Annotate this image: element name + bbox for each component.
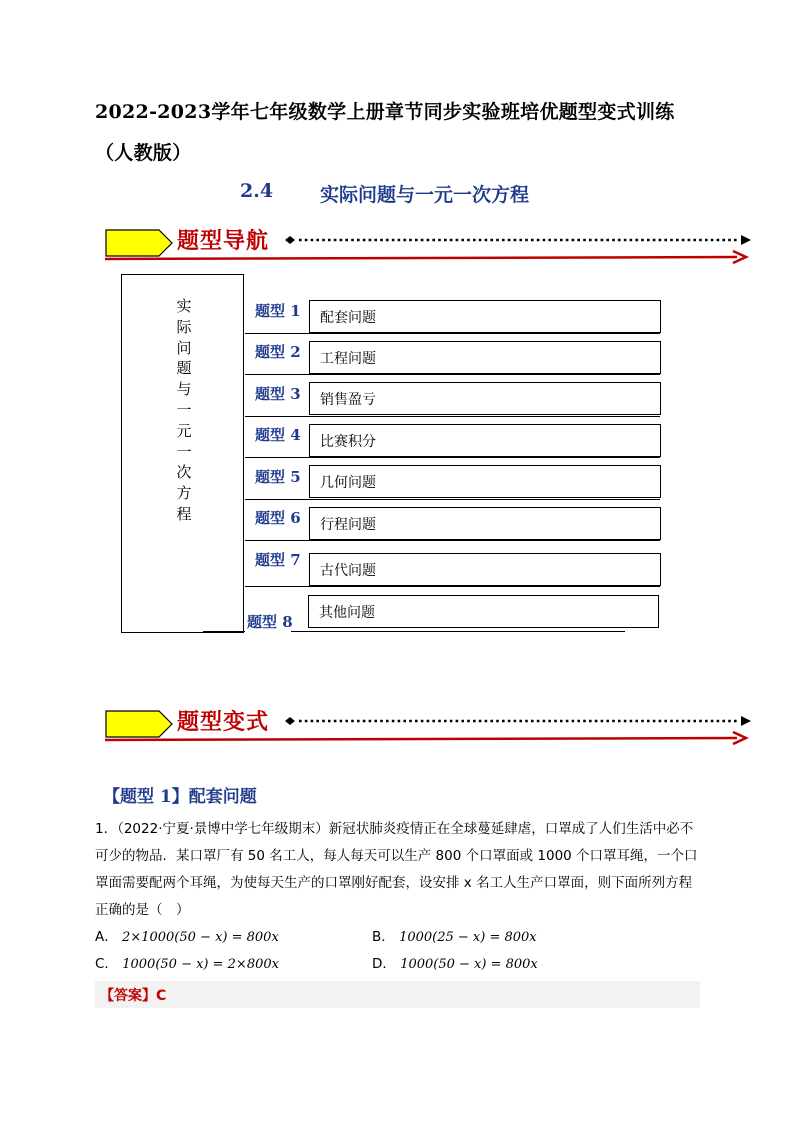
type-label-6: 题型 6: [255, 509, 301, 527]
dotted-arrow-line: [283, 232, 753, 248]
type-box-2: 工程问题: [309, 341, 661, 374]
type-label-7: 题型 7: [255, 551, 301, 569]
type-underline: [245, 586, 660, 587]
option-letter: C．: [95, 956, 118, 972]
nav-box-underline: [203, 631, 245, 632]
banner-type-navigation: [105, 224, 750, 272]
type-box-8: 其他问题: [308, 595, 659, 628]
type-label-4: 题型 4: [255, 426, 301, 444]
type-underline: [245, 374, 660, 375]
type-box-4: 比赛积分: [309, 424, 661, 457]
section-number: 2.4: [240, 180, 274, 202]
type-underline: [291, 631, 625, 632]
type-label-5: 题型 5: [255, 468, 301, 486]
type-label-2: 题型 2: [255, 343, 301, 361]
answer-text: 【答案】C: [100, 988, 167, 1004]
banner-label: 题型导航: [177, 228, 270, 254]
question-type-heading: 【题型 1】配套问题: [103, 787, 257, 807]
option-expression: 1000(50 − x) = 2×800x: [122, 957, 279, 972]
banner-type-variations: [105, 705, 750, 753]
option-a: [95, 925, 279, 945]
type-underline: [245, 333, 660, 334]
type-label-3: 题型 3: [255, 385, 301, 403]
option-b: [372, 925, 537, 945]
answer-bar: [95, 981, 700, 1008]
type-box-5: 几何问题: [309, 465, 661, 498]
option-expression: 2×1000(50 − x) = 800x: [122, 930, 279, 945]
banner-label: 题型变式: [177, 709, 270, 735]
option-expression: 1000(50 − x) = 800x: [400, 957, 538, 972]
section-title: 实际问题与一元一次方程: [320, 184, 530, 206]
type-label-1: 题型 1: [255, 302, 301, 320]
type-box-7: 古代问题: [309, 553, 661, 586]
option-letter: D．: [372, 956, 396, 972]
question-text: 1．（2022·宁夏·景博中学七年级期末）新冠状肺炎疫情正在全球蔓延肆虐，口罩成了人们生活中必不可少的物品．某口罩厂有 50 名工人，每人每天可以生产 800 个口罩面或 1000 个口罩耳绳，一个口罩面需要配两个耳绳，为使每天生产的口罩刚好配套，设安排 x 名工人生产口罩面，则下面所列方程正确的是（ ）: [95, 821, 698, 918]
type-underline: [245, 540, 660, 541]
option-d: [372, 952, 538, 972]
option-letter: A．: [95, 929, 118, 945]
red-arrow-line: [105, 729, 750, 745]
type-underline: [245, 499, 660, 500]
type-box-6: 行程问题: [309, 507, 661, 540]
red-arrow-line: [105, 248, 750, 264]
option-expression: 1000(25 − x) = 800x: [399, 930, 537, 945]
type-underline: [245, 457, 660, 458]
document-title: 2022-2023学年七年级数学上册章节同步实验班培优题型变式训练（人教版）: [95, 101, 675, 164]
dotted-arrow-line: [283, 713, 753, 729]
option-c: [95, 952, 279, 972]
type-box-1: 配套问题: [309, 300, 661, 333]
nav-vertical-title: 实 际 问 题 与 一 元 一 次 方 程: [176, 297, 192, 523]
type-label-8: 题型 8: [247, 613, 293, 631]
option-letter: B．: [372, 929, 395, 945]
type-underline: [245, 416, 660, 417]
type-box-3: 销售盈亏: [309, 382, 661, 415]
